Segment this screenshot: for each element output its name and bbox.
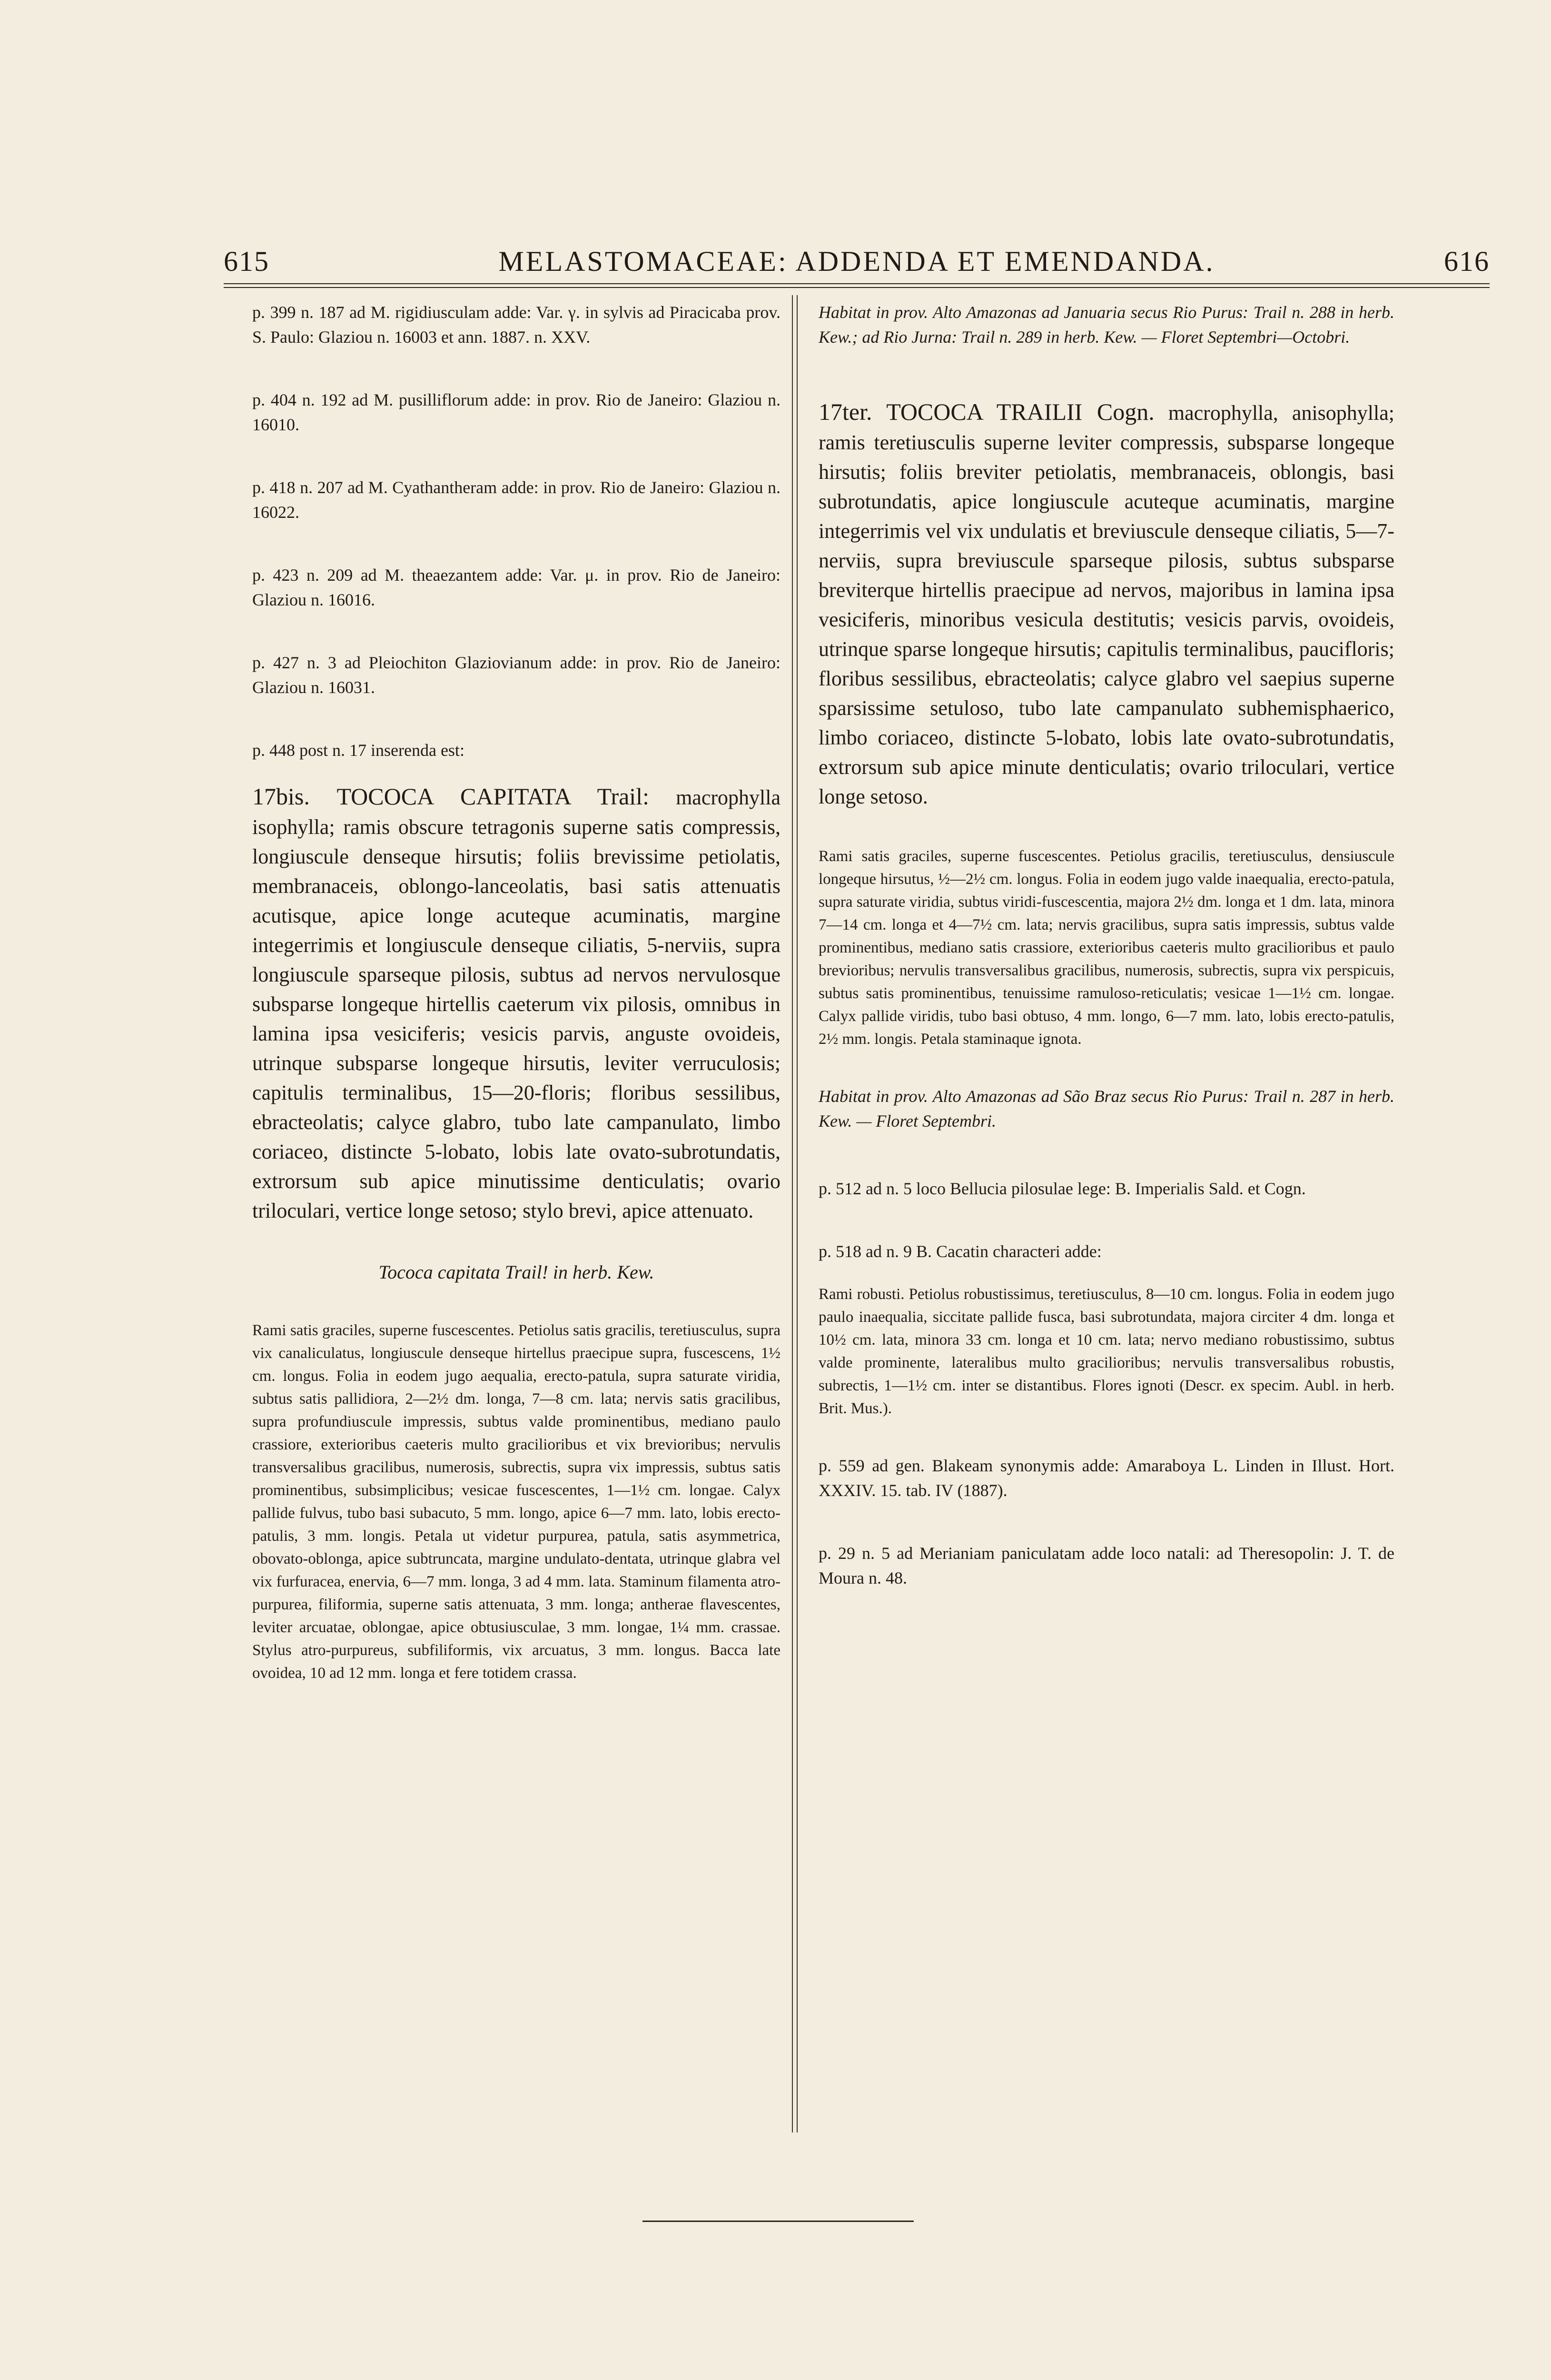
habitat-17bis: Habitat in prov. Alto Amazonas ad Januaria secus Rio Purus: Trail n. 288 in herb. Kew.; ad Rio Jurna: Trail n. 289 in herb. Kew. — Floret Septembri—Octobri. — [819, 303, 1394, 347]
detailed-description: Rami satis graciles, superne fuscescentes. Petiolus satis gracilis, teretiusculus, supra vix canaliculatus, longiuscule denseque hirtellus praecipue supra, fuscescens, 1½ cm. longus. Folia in eodem jugo aequalia, erecto-patula, supra saturate viridia, subtus satis pallidiora, 2—2½ dm. longa, 7—8 cm. lata; nervis satis gracilibus, supra profundiuscule impressis, subtus valde prominentibus, mediano paulo crassiore, exterioribus caeteris multo gracilioribus et vix brevioribus; nervulis transversalibus gracilibus, numerosis, subrectis, supra vix impressis, subtus satis prominentibus, subsimplicibus; vesicae fuscescentes, 1—1½ cm. longae. Calyx pallide fulvus, tubo basi subacuto, 5 mm. longo, apice 6—7 mm. lato, lobis erecto-patulis, 3 mm. longis. Petala ut videtur purpurea, patula, satis asymmetrica, obovato-oblonga, apice subtruncata, margine undulato-dentata, utrinque glabra vel vix furfuracea, enervia, 6—7 mm. longa, 3 ad 4 mm. lata. Staminum filamenta atro-purpurea, filiformia, superne satis attenuata, 3 mm. longa; antherae flavescentes, leviter arcuatae, oblongae, apice obtusiusculae, 3 mm. longae, 1¼ mm. crassae. Stylus atro-purpureus, subfiliformis, vix arcuatus, 3 mm. longus. Bacca late ovoidea, 10 ad 12 mm. longa et fere totidem crassa. — [252, 1322, 780, 1682]
entry-p518: p. 518 ad n. 9 B. Cacatin characteri adde: — [819, 1242, 1102, 1261]
entry-p404: p. 404 n. 192 ad M. pusilliflorum adde: in prov. Rio de Janeiro: Glaziou n. 16010. — [252, 390, 780, 434]
entry-p427: p. 427 n. 3 ad Pleiochiton Glaziovianum adde: in prov. Rio de Janeiro: Glaziou n. 16031. — [252, 653, 780, 697]
entry-p399: p. 399 n. 187 ad M. rigidiusculam adde: Var. γ. in sylvis ad Piracicaba prov. S. Paulo: Glaziou n. 16003 et ann. 1887. n. XXV. — [252, 303, 780, 347]
right-column — [819, 300, 1394, 1628]
end-rule — [642, 2221, 914, 2222]
page-header — [224, 245, 1490, 278]
diagnosis-text-trailii: macrophylla, anisophylla; ramis teretiusculis superne leviter compressis, subsparse longeque hirsutis; foliis breviter petiolatis, membranaceis, oblongis, basi subrotundatis, apice longiuscule acuteque acuminatis, margine integerrimis vel vix undulatis et breviuscule denseque ciliatis, 5—7-nerviis, supra breviuscule sparseque pilosis, subtus subsparse breviterque hirtellis praecipue ad nervos, majoribus in lamina ipsa vesiciferis, minoribus vesicula destitutis; vesicis parvis, ovoideis, utrinque sparse longeque hirsutis; capitulis terminalibus, paucifloris; floribus sessilibus, ebracteolatis; calyce glabro vel saepius superne sparsissime setuloso, tubo late campanulato subhemisphaerico, limbo coriaceo, distincte 5-lobato, lobis late ovato-subrotundatis, extrorsum sub apice minute denticulatis; ovario triloculari, vertice longe setoso. — [819, 401, 1395, 808]
species-heading-trailii: 17ter. TOCOCA TRAILII Cogn. — [819, 398, 1155, 425]
entry-p418: p. 418 n. 207 ad M. Cyathantheram adde: in prov. Rio de Janeiro: Glaziou n. 16022. — [252, 478, 780, 522]
entry-p423: p. 423 n. 209 ad M. theaezantem adde: Var. μ. in prov. Rio de Janeiro: Glaziou n. 16016. — [252, 565, 780, 609]
page-number-right: 616 — [1443, 246, 1490, 277]
header-rule — [224, 283, 1490, 288]
page-number-left: 615 — [224, 246, 269, 277]
habitat-17ter: Habitat in prov. Alto Amazonas ad São Braz secus Rio Purus: Trail n. 287 in herb. Kew. — Floret Septembri. — [819, 1087, 1394, 1130]
description-cacatin: Rami robusti. Petiolus robustissimus, teretiusculus, 8—10 cm. longus. Folia in eodem jugo paulo inaequalia, siccitate pallide fusca, basi subrotundata, majora circiter 4 dm. longa et 10½ cm. lata, minora 33 cm. longa et 10 cm. lata; nervo mediano robustissimo, subtus valde prominente, lateralibus multo gracilioribus; nervulis transversalibus robustis, subrectis, 1—1½ cm. inter se distantibus. Flores ignoti (Descr. ex specim. Aubl. in herb. Brit. Mus.). — [819, 1286, 1394, 1417]
detailed-description-trailii: Rami satis graciles, superne fuscescentes. Petiolus gracilis, teretiusculus, densiuscule longeque hirsutus, ½—2½ cm. longus. Folia in eodem jugo valde inaequalia, erecto-patula, supra saturate viridia, subtus viridi-fuscescentia, majora 2½ dm. longa et 1 dm. lata, minora 7—14 cm. longa et 4—7½ cm. lata; nervis gracilibus, supra satis impressis, subtus valde prominentibus, mediano satis crassiore, exterioribus caeteris multo gracilioribus et paulo brevioribus; nervulis transversalibus gracilibus, numerosis, subrectis, supra vix perspicuis, subtus satis prominentibus, tenuissime ramuloso-reticulatis; vesicae 1—1½ cm. longae. Calyx pallide viridis, tubo basi obtuso, 4 mm. longo, 6—7 mm. lato, lobis erecto-patulis, 2½ mm. longis. Petala staminaque ignota. — [819, 848, 1394, 1048]
species-description-17bis — [252, 782, 780, 1226]
entry-p559: p. 559 ad gen. Blakeam synonymis adde: Amaraboya L. Linden in Illust. Hort. XXXIV. 15. tab. IV (1887). — [819, 1456, 1394, 1500]
entry-p29: p. 29 n. 5 ad Merianiam paniculatam adde loco natali: ad Theresopolin: J. T. de Moura n. 48. — [819, 1544, 1394, 1587]
column-divider — [792, 295, 798, 2132]
entry-p512: p. 512 ad n. 5 loco Bellucia pilosulae lege: B. Imperialis Sald. et Cogn. — [819, 1179, 1306, 1198]
left-column — [252, 300, 780, 1718]
entry-p448: p. 448 post n. 17 inserenda est: — [252, 741, 464, 760]
species-citation: Tococa capitata Trail! in herb. Kew. — [378, 1261, 654, 1283]
species-heading: 17bis. TOCOCA CAPITATA Trail: — [252, 783, 649, 810]
diagnosis-text: macrophylla isophylla; ramis obscure tetragonis superne satis compressis, longiuscule denseque hirsutis; foliis brevissime petiolatis, membranaceis, oblongo-lanceolatis, basi satis attenuatis acutisque, apice longe acuteque acuminatis, margine integerrimis et longiuscule denseque ciliatis, 5-nerviis, supra longiuscule sparseque pilosis, subtus ad nervos nervulosque subsparse longeque hirtellis caeterum vix pilosis, omnibus in lamina ipsa vesiciferis; vesicis parvis, anguste ovoideis, utrinque subsparse longeque hirsutis, leviter verruculosis; capitulis terminalibus, 15—20-floris; floribus sessilibus, ebracteolatis; calyce glabro, tubo late campanulato, limbo coriaceo, distincte 5-lobato, lobis late ovato-subrotundatis, extrorsum sub apice minutissime denticulatis; ovario triloculari, vertice longe setoso; stylo brevi, apice attenuato. — [252, 786, 780, 1222]
species-description-17ter — [819, 397, 1394, 812]
running-title: MELASTOMACEAE: ADDENDA ET EMENDANDA. — [498, 246, 1215, 277]
